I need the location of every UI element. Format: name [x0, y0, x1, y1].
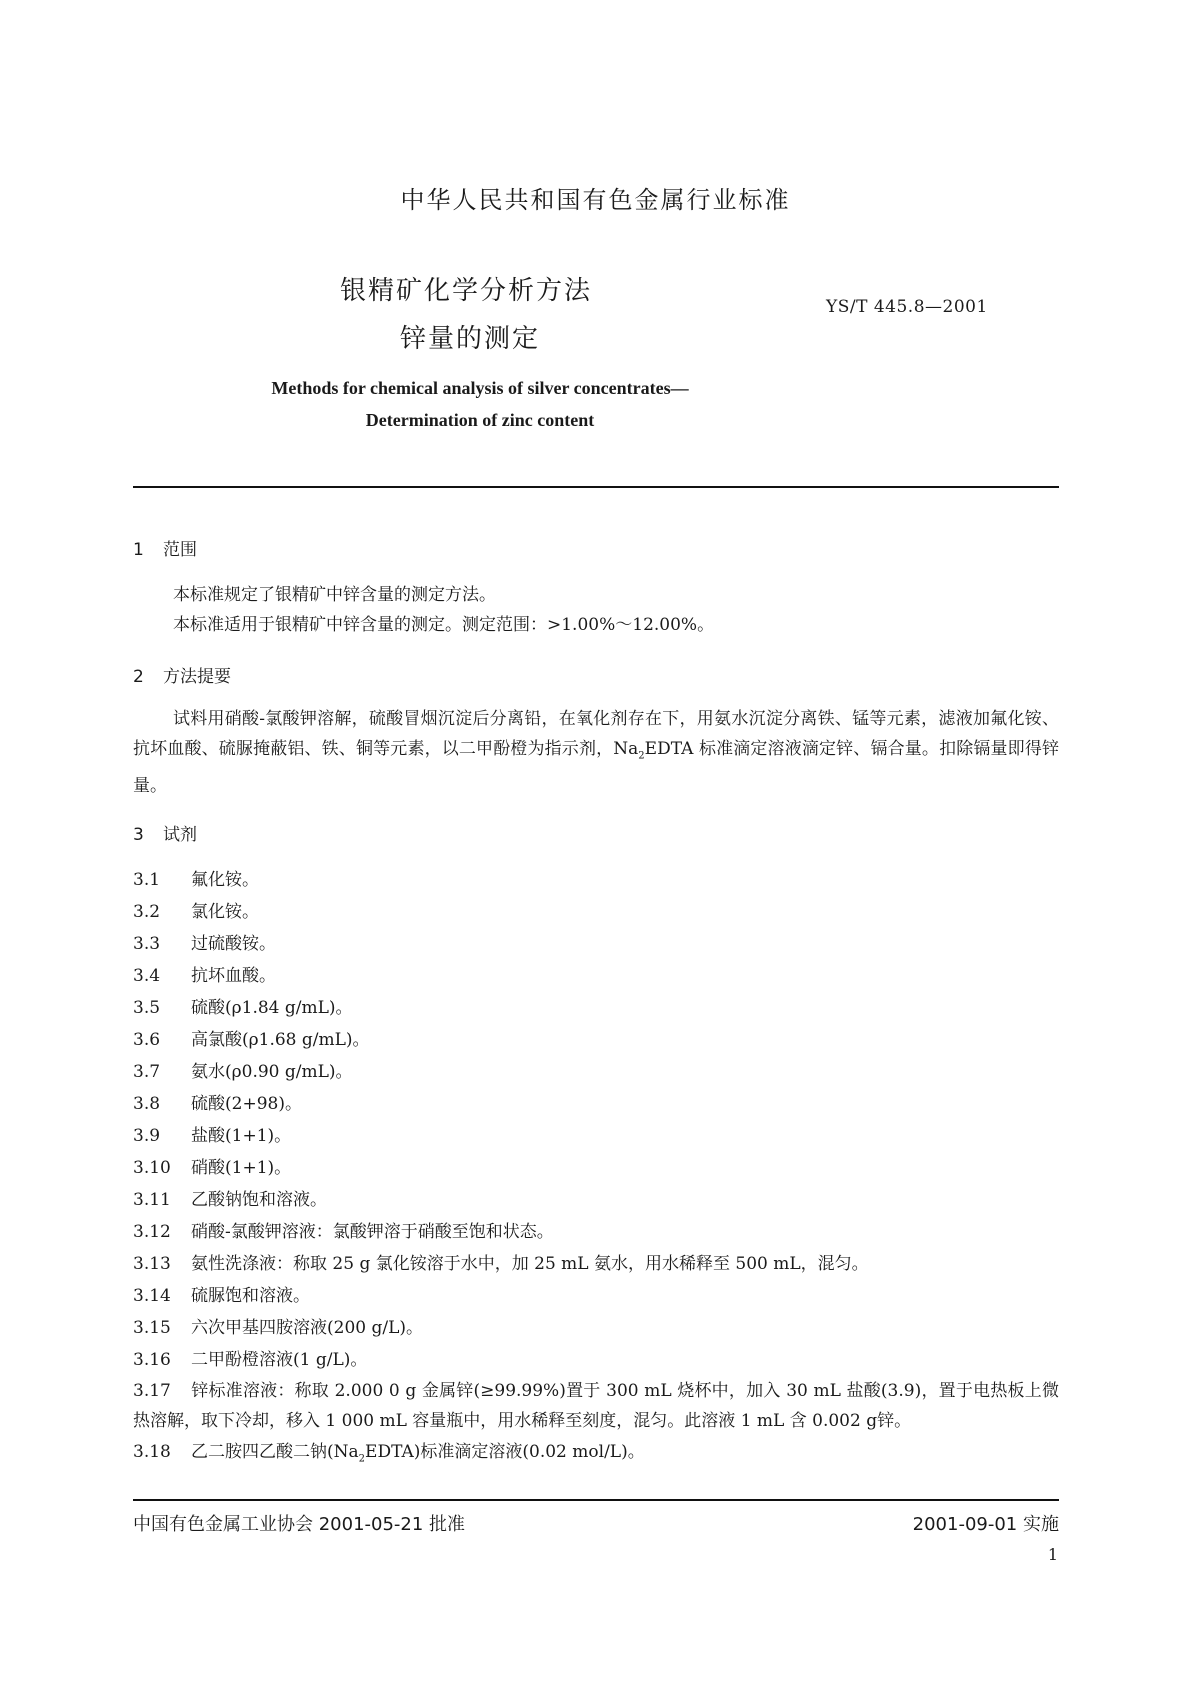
- org-title: 中华人民共和国有色金属行业标准: [400, 186, 791, 214]
- reagent-text: 六次甲基四胺溶液(200 g/L)。: [191, 1318, 424, 1338]
- footer-divider: [133, 1499, 1059, 1501]
- reagent-item: [133, 1312, 1059, 1344]
- reagent-number: 3.8: [133, 1094, 161, 1114]
- reagent-text: 氯化铵。: [191, 902, 259, 922]
- approval-note: 中国有色金属工业协会 2001-05-21 批准: [133, 1514, 466, 1535]
- reagent-number: 3.4: [133, 966, 161, 986]
- reagent-item: [133, 1024, 1059, 1056]
- reagent-item: [133, 1248, 1059, 1280]
- principle-subscript: 2: [638, 750, 645, 762]
- section-number: 2: [133, 667, 144, 687]
- scope-paragraph-2: 本标准适用于银精矿中锌含量的测定。测定范围：>1.00%～12.00%。: [173, 615, 715, 635]
- reagent-text-part1: 乙二胺四乙酸二钠(Na: [191, 1442, 359, 1462]
- reagent-item: [133, 1436, 1059, 1475]
- english-title-line2: Determination of zinc content: [365, 410, 595, 430]
- reagent-item: [133, 1376, 1059, 1436]
- reagent-number: 3.10: [133, 1158, 171, 1178]
- reagent-item: [133, 896, 1059, 928]
- reagent-list: [133, 864, 1059, 1475]
- section-title: 试剂: [163, 825, 197, 845]
- english-title-line1: Methods for chemical analysis of silver concentrates—: [271, 378, 689, 398]
- header-divider: [133, 486, 1059, 488]
- reagent-item: [133, 992, 1059, 1024]
- reagent-text: 硫酸(2+98)。: [191, 1094, 302, 1114]
- standard-code: YS/T 445.8—2001: [826, 297, 988, 317]
- reagent-number: 3.1: [133, 870, 161, 890]
- reagent-text: 氨性洗涤液：称取 25 g 氯化铵溶于水中，加 25 mL 氨水，用水稀释至 500 mL，混匀。: [191, 1254, 869, 1274]
- reagent-number: 3.6: [133, 1030, 161, 1050]
- reagent-number: 3.9: [133, 1126, 161, 1146]
- reagent-number: 3.13: [133, 1254, 171, 1274]
- reagent-item: [133, 1152, 1059, 1184]
- reagent-text: 乙酸钠饱和溶液。: [191, 1190, 327, 1210]
- doc-title-line1: 银精矿化学分析方法: [340, 276, 593, 306]
- reagent-text: 二甲酚橙溶液(1 g/L)。: [191, 1350, 368, 1370]
- reagent-text: 硫酸(ρ1.84 g/mL)。: [191, 998, 353, 1018]
- reagent-item: [133, 1344, 1059, 1376]
- reagent-number: 3.15: [133, 1318, 171, 1338]
- reagent-number: 3.12: [133, 1222, 171, 1242]
- reagent-item: [133, 1184, 1059, 1216]
- reagent-number: 3.14: [133, 1286, 171, 1306]
- reagent-number: 3.11: [133, 1190, 171, 1210]
- reagent-text: 高氯酸(ρ1.68 g/mL)。: [191, 1030, 370, 1050]
- scope-paragraph-1: 本标准规定了银精矿中锌含量的测定方法。: [173, 585, 496, 605]
- reagent-item: [133, 1216, 1059, 1248]
- principle-text-part1: 试料用硝酸-氯酸钾溶解，硫酸冒烟沉淀后分离铅，在氧化剂存在下，用氨水沉淀分离铁、锰等元素，滤液加氟化铵、抗坏血酸、硫脲掩蔽铝、铁、铜等元素，以二甲酚橙为指示剂，Na: [133, 709, 1059, 759]
- principle-paragraph: [133, 704, 1059, 801]
- section-heading-reagents: [133, 820, 197, 845]
- section-title: 方法提要: [163, 667, 231, 687]
- reagent-number: 3.18: [133, 1442, 171, 1462]
- reagent-item: [133, 1120, 1059, 1152]
- reagent-text: 硝酸-氯酸钾溶液：氯酸钾溶于硝酸至饱和状态。: [191, 1222, 554, 1242]
- reagent-text: 氨水(ρ0.90 g/mL)。: [191, 1062, 353, 1082]
- reagent-number: 3.7: [133, 1062, 161, 1082]
- reagent-text: 锌标准溶液：称取 2.000 0 g 金属锌(≥99.99%)置于 300 mL 烧杯中，加入 30 mL 盐酸(3.9)，置于电热板上微热溶解，取下冷却，移入 1 000 mL 容量瓶中，用水稀释至刻度，混匀。此溶液 1 mL 含 0.002 g锌。: [133, 1381, 1059, 1431]
- reagent-text: 盐酸(1+1)。: [191, 1126, 292, 1146]
- reagent-text: 硝酸(1+1)。: [191, 1158, 292, 1178]
- reagent-item: [133, 960, 1059, 992]
- reagent-number: 3.3: [133, 934, 161, 954]
- reagent-number: 3.16: [133, 1350, 171, 1370]
- page-number: 1: [1047, 1545, 1058, 1564]
- effective-date: 2001-09-01 实施: [912, 1514, 1059, 1535]
- reagent-text: 硫脲饱和溶液。: [191, 1286, 310, 1306]
- reagent-number: 3.5: [133, 998, 161, 1018]
- doc-title-line2: 锌量的测定: [400, 324, 541, 354]
- principle-text-part2: EDTA 标准滴定溶液滴定锌、镉合量。扣除镉量即得锌量。: [133, 739, 1059, 797]
- reagent-text-part2: EDTA)标准滴定溶液(0.02 mol/L)。: [365, 1442, 645, 1462]
- reagent-subscript: 2: [358, 1453, 366, 1465]
- reagent-item: [133, 1280, 1059, 1312]
- reagent-number: 3.2: [133, 902, 161, 922]
- reagent-text: 过硫酸铵。: [191, 934, 276, 954]
- reagent-text: 抗坏血酸。: [191, 966, 276, 986]
- section-number: 3: [133, 825, 144, 845]
- reagent-number: 3.17: [133, 1381, 171, 1401]
- section-title: 范围: [163, 540, 197, 560]
- reagent-item: [133, 1088, 1059, 1120]
- reagent-text: 氟化铵。: [191, 870, 259, 890]
- reagent-item: [133, 928, 1059, 960]
- section-number: 1: [133, 540, 144, 560]
- section-heading-scope: [133, 535, 197, 560]
- section-heading-principle: [133, 662, 231, 687]
- reagent-item: [133, 864, 1059, 896]
- reagent-item: [133, 1056, 1059, 1088]
